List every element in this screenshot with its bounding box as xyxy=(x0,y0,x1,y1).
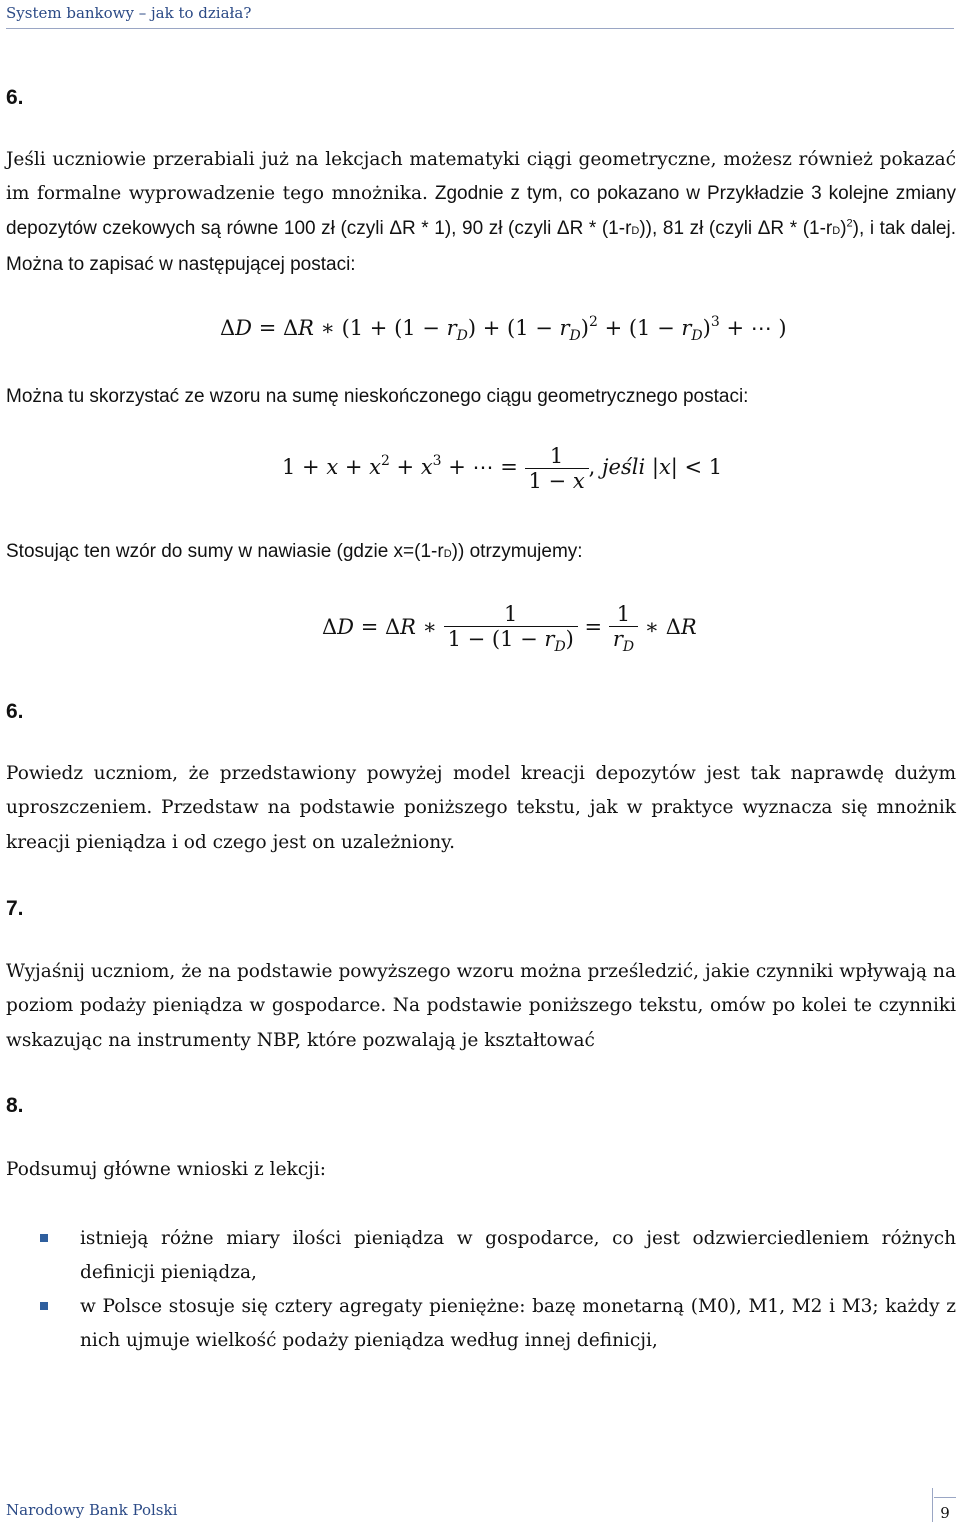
running-header: System bankowy – jak to działa? xyxy=(6,4,954,29)
paragraph-text: Zgodnie z tym, co pokazano w Przykładzie 3 kolejne zmiany depozytów czekowych są równe 100 zł (czyli xyxy=(6,183,956,239)
paragraph-text: ) xyxy=(840,217,847,239)
substitution-paragraph xyxy=(6,535,956,571)
subscript: D xyxy=(832,224,841,237)
section-number: 6. xyxy=(6,86,24,109)
subscript: D xyxy=(443,548,452,560)
fraction: $\frac{1}{1 - x}$ xyxy=(525,444,589,493)
geometric-series-intro: Można tu skorzystać ze wzoru na sumę nieskończonego ciągu geometrycznego postaci: xyxy=(6,386,749,407)
model-simplification-paragraph: Powiedz uczniom, że przedstawiony powyżej model kreacji depozytów jest tak naprawdę dużym uproszczeniem. Przedstaw na podstawie poniższego tekstu, jak w praktyce wyznacza się mnożnik kreacji pieniądza i od czego jest on uzależniony. xyxy=(6,763,956,853)
subscript: D xyxy=(631,224,640,237)
fraction: $\frac{1}{1 - (1 - r_D)}$ xyxy=(444,602,578,655)
section-number: 8. xyxy=(6,1094,24,1117)
page-number: 9 xyxy=(934,1497,956,1522)
section-number: 7. xyxy=(6,897,24,920)
fraction: $\frac{1}{r_D}$ xyxy=(609,602,638,655)
summary-intro: Podsumuj główne wnioski z lekcji: xyxy=(6,1159,326,1180)
bullet-square-icon xyxy=(40,1302,48,1310)
paragraph-text: Jeśli uczniowie przerabiali już na lekcjach matematyki ciągi geometryczne, możesz również pokazać im formalne wyprowadzenie tego mnożnika. xyxy=(6,149,956,205)
paragraph-text: )), 81 zł (czyli ΔR * (1-r xyxy=(639,217,833,239)
formula-multiplier: ΔD = ΔR ∗ $\frac{1}{1 - (1 - r_D)}$ = $\frac{1}{r_D}$ ∗ ΔR xyxy=(322,602,697,655)
formula-series: ΔD = ΔR ∗ ($1 + (1 - r_D) + (1 - r_D)^2 + (1 - r_D)^3$ + ⋯ ) xyxy=(220,314,787,344)
paragraph-text: ΔR * 1), 90 zł (czyli ΔR * (1-r xyxy=(389,217,632,239)
derivation-paragraph xyxy=(6,143,956,283)
paragraph-text: Stosując ten wzór do sumy w nawiasie (gdzie x=(1-r xyxy=(6,541,444,562)
formula-geometric-sum: $1 + x + x^2 + x^3$ + ⋯ = $\frac{1}{1 - x}$ , jeśli |x| < 1 xyxy=(282,444,723,493)
paragraph-text: )) otrzymujemy: xyxy=(451,541,583,562)
money-supply-factors-paragraph: Wyjaśnij uczniom, że na podstawie powyższego wzoru można prześledzić, jakie czynniki wpływają na poziom podaży pieniądza w gospodarce. Na podstawie poniższego tekstu, omów po kolei te czynniki wskazując na instrumenty NBP, które pozwalają je kształtować xyxy=(6,961,956,1051)
footer-publisher: Narodowy Bank Polski xyxy=(6,1501,178,1519)
superscript: 2 xyxy=(846,217,853,230)
list-item: istnieją różne miary ilości pieniądza w gospodarce, co jest odzwierciedleniem różnych definicji pieniądza, xyxy=(80,1228,956,1284)
section-number: 6. xyxy=(6,700,24,723)
bullet-square-icon xyxy=(40,1234,48,1242)
paragraph-text: ), i tak dalej. Można to zapisać w następującej postaci: xyxy=(6,217,956,276)
list-item: w Polsce stosuje się cztery agregaty pieniężne: bazę monetarną (M0), M1, M2 i M3; każdy z nich ujmuje wielkość podaży pieniądza według innej definicji, xyxy=(80,1296,956,1352)
